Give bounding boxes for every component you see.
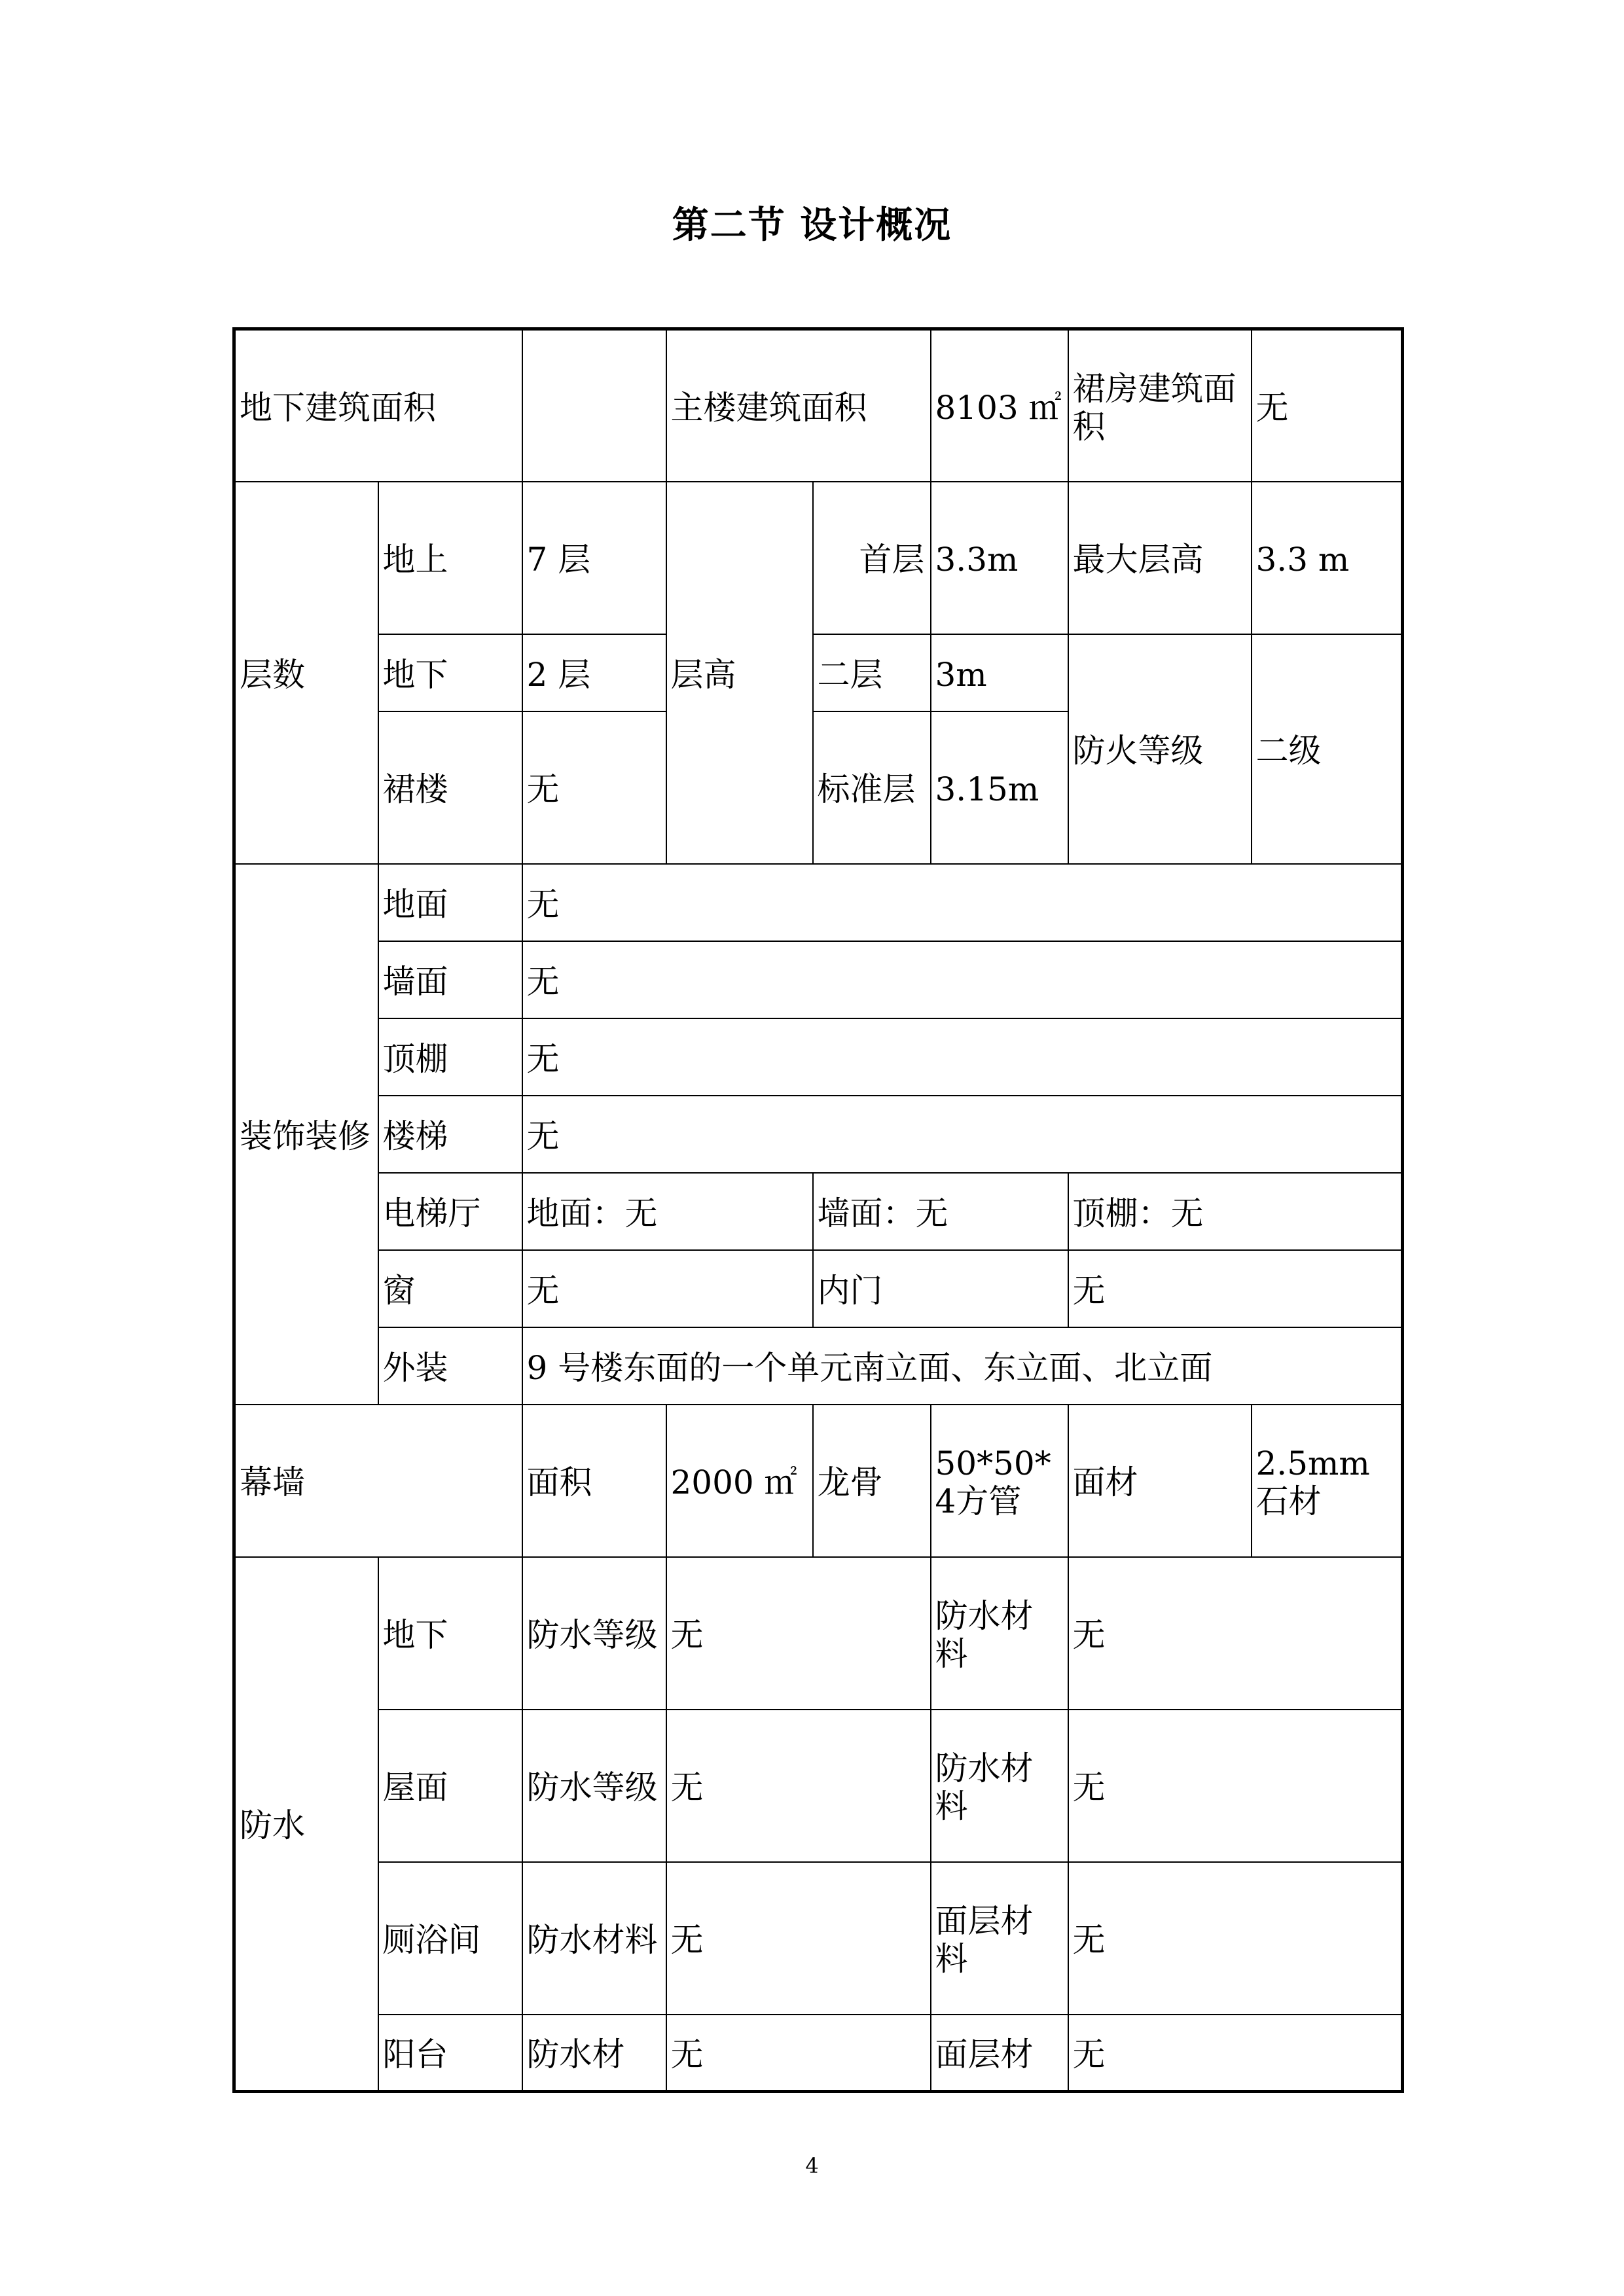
second-floor-label: 二层 xyxy=(813,634,931,711)
waterproof-b-value: 无 xyxy=(1068,1557,1403,1710)
page-number: 4 xyxy=(805,2153,819,2178)
curtain-panel-value: 2.5mm 石材 xyxy=(1252,1405,1403,1557)
deco-wall-value: 无 xyxy=(522,941,1403,1018)
second-floor-value: 3m xyxy=(931,634,1068,711)
elevator-hall-label: 电梯厅 xyxy=(378,1173,522,1250)
deco-wall-label: 墙面 xyxy=(378,941,522,1018)
inner-door-label: 内门 xyxy=(813,1250,1068,1327)
podium-area-label: 裙房建筑面积 xyxy=(1068,329,1252,482)
table-row xyxy=(234,1327,1403,1405)
first-floor-label: 首层 xyxy=(813,482,931,634)
standard-floor-label: 标准层 xyxy=(813,711,931,864)
main-area-value: 8103 ㎡ xyxy=(931,329,1068,482)
table-row xyxy=(234,1405,1403,1557)
table-row xyxy=(234,1710,1403,1862)
waterproof-location: 地下 xyxy=(378,1557,522,1710)
table-row xyxy=(234,1096,1403,1173)
waterproof-b-label: 防水材料 xyxy=(931,1557,1068,1710)
first-floor-value: 3.3m xyxy=(931,482,1068,634)
max-height-label: 最大层高 xyxy=(1068,482,1252,634)
elevator-hall-ground: 地面：无 xyxy=(522,1173,813,1250)
table-row xyxy=(234,2015,1403,2092)
waterproof-b-value: 无 xyxy=(1068,1862,1403,2015)
table-row xyxy=(234,634,1403,711)
waterproof-location: 屋面 xyxy=(378,1710,522,1862)
podium-floor-label: 裙楼 xyxy=(378,711,522,864)
table-row xyxy=(234,1557,1403,1710)
main-area-label: 主楼建筑面积 xyxy=(666,329,931,482)
curtain-area-label: 面积 xyxy=(522,1405,666,1557)
waterproof-a-value: 无 xyxy=(666,1710,931,1862)
table-row xyxy=(234,329,1403,482)
below-ground-label: 地下 xyxy=(378,634,522,711)
page-title: 第二节 设计概况 xyxy=(672,204,952,247)
above-ground-label: 地上 xyxy=(378,482,522,634)
table-row xyxy=(234,482,1403,634)
waterproof-location: 厕浴间 xyxy=(378,1862,522,2015)
window-value: 无 xyxy=(522,1250,813,1327)
waterproof-b-label: 防水材料 xyxy=(931,1710,1068,1862)
underground-area-value xyxy=(522,329,666,482)
deco-ceiling-label: 顶棚 xyxy=(378,1018,522,1096)
floor-height-label: 层高 xyxy=(666,482,813,864)
exterior-value: 9 号楼东面的一个单元南立面、东立面、北立面 xyxy=(522,1327,1403,1405)
waterproof-location: 阳台 xyxy=(378,2015,522,2092)
curtain-wall-label: 幕墙 xyxy=(234,1405,522,1557)
decoration-label: 装饰装修 xyxy=(234,864,378,1405)
window-label: 窗 xyxy=(378,1250,522,1327)
max-height-value: 3.3 m xyxy=(1252,482,1403,634)
elevator-hall-ceiling: 顶棚：无 xyxy=(1068,1173,1403,1250)
curtain-frame-label: 龙骨 xyxy=(813,1405,931,1557)
deco-stair-value: 无 xyxy=(522,1096,1403,1173)
deco-stair-label: 楼梯 xyxy=(378,1096,522,1173)
above-ground-value: 7 层 xyxy=(522,482,666,634)
waterproof-a-value: 无 xyxy=(666,2015,931,2092)
fire-rating-value: 二级 xyxy=(1252,634,1403,864)
elevator-hall-wall: 墙面：无 xyxy=(813,1173,1068,1250)
waterproof-a-label: 防水等级 xyxy=(522,1710,666,1862)
waterproof-a-label: 防水材料 xyxy=(522,1862,666,2015)
deco-ground-label: 地面 xyxy=(378,864,522,941)
waterproof-b-label: 面层材料 xyxy=(931,1862,1068,2015)
table-row xyxy=(234,941,1403,1018)
table-row xyxy=(234,1250,1403,1327)
podium-floor-value: 无 xyxy=(522,711,666,864)
inner-door-value: 无 xyxy=(1068,1250,1403,1327)
waterproof-b-label: 面层材 xyxy=(931,2015,1068,2092)
table-row xyxy=(234,1173,1403,1250)
waterproof-label: 防水 xyxy=(234,1557,378,2092)
table-row xyxy=(234,864,1403,941)
exterior-label: 外装 xyxy=(378,1327,522,1405)
curtain-panel-label: 面材 xyxy=(1068,1405,1252,1557)
curtain-frame-value: 50*50*4方管 xyxy=(931,1405,1068,1557)
podium-area-value: 无 xyxy=(1252,329,1403,482)
waterproof-a-value: 无 xyxy=(666,1557,931,1710)
below-ground-value: 2 层 xyxy=(522,634,666,711)
deco-ceiling-value: 无 xyxy=(522,1018,1403,1096)
standard-floor-value: 3.15m xyxy=(931,711,1068,864)
waterproof-a-value: 无 xyxy=(666,1862,931,2015)
waterproof-a-label: 防水等级 xyxy=(522,1557,666,1710)
underground-area-label: 地下建筑面积 xyxy=(234,329,522,482)
design-overview-table xyxy=(232,327,1404,2093)
waterproof-b-value: 无 xyxy=(1068,1710,1403,1862)
waterproof-b-value: 无 xyxy=(1068,2015,1403,2092)
deco-ground-value: 无 xyxy=(522,864,1403,941)
curtain-area-value: 2000 ㎡ xyxy=(666,1405,813,1557)
waterproof-a-label: 防水材 xyxy=(522,2015,666,2092)
table-row xyxy=(234,1862,1403,2015)
fire-rating-label: 防火等级 xyxy=(1068,634,1252,864)
floors-label: 层数 xyxy=(234,482,378,864)
table-row xyxy=(234,1018,1403,1096)
